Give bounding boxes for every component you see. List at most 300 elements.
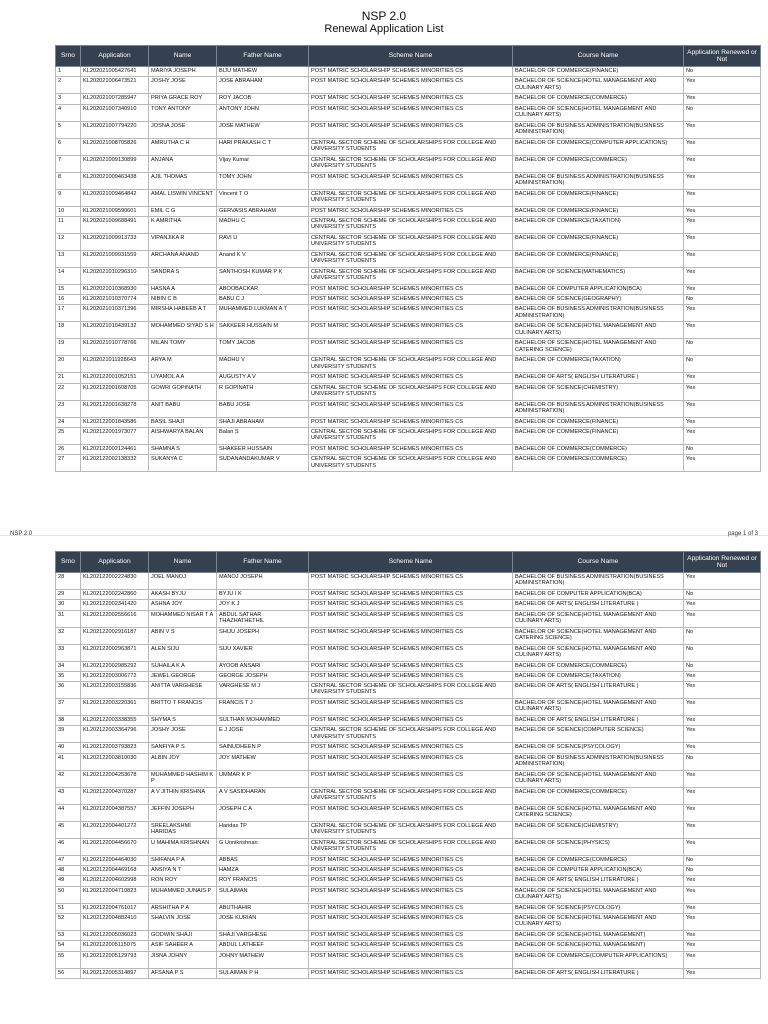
cell-scheme-name: POST MATRIC SCHOLARSHIP SCHEMES MINORITIES CS bbox=[309, 627, 513, 644]
cell-name: ANIT BABU bbox=[149, 400, 217, 417]
table-row bbox=[56, 804, 761, 821]
table-row bbox=[56, 866, 761, 876]
cell-course-name: BACHELOR OF BUSINESS ADMINISTRATION(BUSINESS ADMINISTRATION) bbox=[513, 753, 684, 770]
table-row bbox=[56, 600, 761, 610]
cell-father-name: VARGHESE M J bbox=[217, 682, 309, 699]
cell-srno: 19 bbox=[56, 339, 81, 356]
cell-scheme-name: CENTRAL SECTOR SCHEME OF SCHOLARSHIPS FOR COLLEGE AND UNIVERSITY STUDENTS bbox=[309, 383, 513, 400]
cell-scheme-name: POST MATRIC SCHOLARSHIP SCHEMES MINORITIES CS bbox=[309, 968, 513, 978]
cell-name: K AMRITHA bbox=[149, 216, 217, 233]
cell-scheme-name: CENTRAL SECTOR SCHEME OF SCHOLARSHIPS FOR COLLEGE AND UNIVERSITY STUDENTS bbox=[309, 682, 513, 699]
cell-scheme-name: POST MATRIC SCHOLARSHIP SCHEMES MINORITIES CS bbox=[309, 903, 513, 913]
cell-renewed-status: No bbox=[684, 644, 761, 661]
cell-scheme-name: CENTRAL SECTOR SCHEME OF SCHOLARSHIPS FOR COLLEGE AND UNIVERSITY STUDENTS bbox=[309, 787, 513, 804]
cell-application: KL202122003364796 bbox=[81, 726, 149, 743]
cell-father-name: BYJU I K bbox=[217, 590, 309, 600]
cell-scheme-name: POST MATRIC SCHOLARSHIP SCHEMES MINORITIES CS bbox=[309, 866, 513, 876]
cell-course-name: BACHELOR OF COMMERCE(COMMERCE) bbox=[513, 445, 684, 455]
cell-srno: 6 bbox=[56, 138, 81, 155]
table-row bbox=[56, 671, 761, 681]
cell-name: SREELAKSHMI HARIDAS bbox=[149, 821, 217, 838]
cell-name: ASHNA JOY bbox=[149, 600, 217, 610]
cell-srno: 27 bbox=[56, 455, 81, 472]
cell-father-name: BIJU MATHEW bbox=[217, 67, 309, 77]
table-header-row bbox=[56, 552, 761, 573]
table-row bbox=[56, 930, 761, 940]
cell-application: KL202021009590601 bbox=[81, 206, 149, 216]
cell-application: KL202122002124461 bbox=[81, 445, 149, 455]
column-header-name: Name bbox=[149, 552, 217, 573]
table-row bbox=[56, 77, 761, 94]
cell-srno: 13 bbox=[56, 250, 81, 267]
cell-father-name: ABBAS bbox=[217, 855, 309, 865]
cell-renewed-status: Yes bbox=[684, 600, 761, 610]
document-title: NSP 2.0 bbox=[361, 9, 407, 23]
cell-srno: 11 bbox=[56, 216, 81, 233]
cell-father-name: MADHU C bbox=[217, 216, 309, 233]
document-page-2 bbox=[0, 546, 768, 1024]
cell-srno: 43 bbox=[56, 787, 81, 804]
table-row bbox=[56, 610, 761, 627]
cell-course-name: BACHELOR OF SCIENCE(HOTEL MANAGEMENT AND CULINARY ARTS) bbox=[513, 699, 684, 716]
cell-course-name: BACHELOR OF SCIENCE(HOTEL MANAGEMENT AND CULINARY ARTS) bbox=[513, 644, 684, 661]
table-row bbox=[56, 743, 761, 753]
cell-course-name: BACHELOR OF SCIENCE(MATHEMATICS) bbox=[513, 267, 684, 284]
cell-course-name: BACHELOR OF COMPUTER APPLICATION(BCA) bbox=[513, 284, 684, 294]
table-row bbox=[56, 941, 761, 951]
cell-renewed-status: Yes bbox=[684, 951, 761, 968]
cell-course-name: BACHELOR OF COMPUTER APPLICATION(BCA) bbox=[513, 590, 684, 600]
cell-scheme-name: POST MATRIC SCHOLARSHIP SCHEMES MINORITIES CS bbox=[309, 644, 513, 661]
cell-renewed-status: Yes bbox=[684, 726, 761, 743]
cell-father-name: GEORGE JOSEPH bbox=[217, 671, 309, 681]
cell-name: ALBIN JOY bbox=[149, 753, 217, 770]
cell-application: KL202122001638278 bbox=[81, 400, 149, 417]
cell-application: KL202122001843586 bbox=[81, 417, 149, 427]
cell-course-name: BACHELOR OF COMMERCE(COMMERCE) bbox=[513, 787, 684, 804]
cell-father-name: SULAIMAN P H bbox=[217, 968, 309, 978]
cell-renewed-status: Yes bbox=[684, 383, 761, 400]
cell-renewed-status: Yes bbox=[684, 787, 761, 804]
cell-application: KL202021010778766 bbox=[81, 339, 149, 356]
cell-scheme-name: POST MATRIC SCHOLARSHIP SCHEMES MINORITIES CS bbox=[309, 590, 513, 600]
table-row bbox=[56, 699, 761, 716]
cell-srno: 12 bbox=[56, 233, 81, 250]
cell-scheme-name: POST MATRIC SCHOLARSHIP SCHEMES MINORITIES CS bbox=[309, 339, 513, 356]
cell-course-name: BACHELOR OF COMMERCE(TAXATION) bbox=[513, 356, 684, 373]
cell-course-name: BACHELOR OF BUSINESS ADMINISTRATION(BUSINESS ADMINISTRATION) bbox=[513, 573, 684, 590]
cell-srno: 17 bbox=[56, 305, 81, 322]
table-row bbox=[56, 356, 761, 373]
cell-father-name: ABDUL LATHEEF bbox=[217, 941, 309, 951]
cell-course-name: BACHELOR OF SCIENCE(PSYCOLOGY) bbox=[513, 743, 684, 753]
cell-course-name: BACHELOR OF SCIENCE(HOTEL MANAGEMENT) bbox=[513, 941, 684, 951]
table-row bbox=[56, 295, 761, 305]
table-row bbox=[56, 138, 761, 155]
cell-srno: 24 bbox=[56, 417, 81, 427]
cell-name: BRITTO T FRANCIS bbox=[149, 699, 217, 716]
cell-scheme-name: POST MATRIC SCHOLARSHIP SCHEMES MINORITIES CS bbox=[309, 913, 513, 930]
cell-application: KL202122001973077 bbox=[81, 428, 149, 445]
column-header-application: Application bbox=[81, 552, 149, 573]
cell-srno: 33 bbox=[56, 644, 81, 661]
cell-scheme-name: POST MATRIC SCHOLARSHIP SCHEMES MINORITIES CS bbox=[309, 322, 513, 339]
cell-course-name: BACHELOR OF COMMERCE(FINANCE) bbox=[513, 189, 684, 206]
table-row bbox=[56, 627, 761, 644]
cell-scheme-name: POST MATRIC SCHOLARSHIP SCHEMES MINORITIES CS bbox=[309, 886, 513, 903]
cell-name: NIBIN C B bbox=[149, 295, 217, 305]
cell-srno: 54 bbox=[56, 941, 81, 951]
table-row bbox=[56, 339, 761, 356]
cell-srno: 51 bbox=[56, 903, 81, 913]
cell-renewed-status: Yes bbox=[684, 267, 761, 284]
cell-application: KL202021009463438 bbox=[81, 172, 149, 189]
cell-name: MOHAMMED SIYAD S H bbox=[149, 322, 217, 339]
table-row bbox=[56, 661, 761, 671]
cell-father-name: SHIJU JOSEPH bbox=[217, 627, 309, 644]
cell-srno: 1 bbox=[56, 67, 81, 77]
cell-renewed-status: Yes bbox=[684, 821, 761, 838]
cell-name: ANSIYA N T bbox=[149, 866, 217, 876]
table-row bbox=[56, 383, 761, 400]
cell-application: KL202021007285947 bbox=[81, 94, 149, 104]
cell-name: VIPANJIKA R bbox=[149, 233, 217, 250]
cell-name: MUHAMMED HASHIM K P bbox=[149, 770, 217, 787]
cell-application: KL202122002556616 bbox=[81, 610, 149, 627]
cell-application: KL202122004456670 bbox=[81, 838, 149, 855]
table-row bbox=[56, 445, 761, 455]
cell-application: KL202021007794220 bbox=[81, 121, 149, 138]
cell-name: SUKANYA C bbox=[149, 455, 217, 472]
cell-application: KL202021009688491 bbox=[81, 216, 149, 233]
cell-application: KL202122004761017 bbox=[81, 903, 149, 913]
cell-renewed-status: Yes bbox=[684, 743, 761, 753]
cell-father-name: AYOOB ANSARI bbox=[217, 661, 309, 671]
renewal-table-page-1 bbox=[55, 45, 761, 472]
cell-father-name: TOMY JACOB bbox=[217, 339, 309, 356]
cell-application: KL202021010370774 bbox=[81, 295, 149, 305]
cell-renewed-status: Yes bbox=[684, 876, 761, 886]
cell-father-name: JOSEPH C A bbox=[217, 804, 309, 821]
cell-application: KL202122004253678 bbox=[81, 770, 149, 787]
cell-renewed-status: Yes bbox=[684, 804, 761, 821]
cell-scheme-name: POST MATRIC SCHOLARSHIP SCHEMES MINORITIES CS bbox=[309, 600, 513, 610]
cell-course-name: BACHELOR OF COMMERCE(FINANCE) bbox=[513, 206, 684, 216]
cell-scheme-name: CENTRAL SECTOR SCHEME OF SCHOLARSHIPS FOR COLLEGE AND UNIVERSITY STUDENTS bbox=[309, 726, 513, 743]
column-header-father-name: Father Name bbox=[217, 46, 309, 67]
cell-renewed-status: Yes bbox=[684, 233, 761, 250]
cell-application: KL202021010296310 bbox=[81, 267, 149, 284]
cell-srno: 40 bbox=[56, 743, 81, 753]
cell-father-name: ABDUL SATHAR THAZHATHETHIL bbox=[217, 610, 309, 627]
cell-name: AFSANA P S bbox=[149, 968, 217, 978]
cell-application: KL202122004464030 bbox=[81, 855, 149, 865]
cell-application: KL202021009464842 bbox=[81, 189, 149, 206]
cell-name: ABIN V S bbox=[149, 627, 217, 644]
table-row bbox=[56, 104, 761, 121]
cell-renewed-status: Yes bbox=[684, 610, 761, 627]
cell-scheme-name: POST MATRIC SCHOLARSHIP SCHEMES MINORITIES CS bbox=[309, 671, 513, 681]
cell-renewed-status: Yes bbox=[684, 189, 761, 206]
cell-course-name: BACHELOR OF COMMERCE(COMPUTER APPLICATIONS) bbox=[513, 138, 684, 155]
cell-application: KL202122004710823 bbox=[81, 886, 149, 903]
table-row bbox=[56, 903, 761, 913]
cell-srno: 2 bbox=[56, 77, 81, 94]
table-row bbox=[56, 67, 761, 77]
cell-scheme-name: POST MATRIC SCHOLARSHIP SCHEMES MINORITIES CS bbox=[309, 573, 513, 590]
cell-application: KL202122003155836 bbox=[81, 682, 149, 699]
cell-renewed-status: Yes bbox=[684, 77, 761, 94]
cell-name: ANJANA bbox=[149, 155, 217, 172]
cell-srno: 31 bbox=[56, 610, 81, 627]
cell-srno: 42 bbox=[56, 770, 81, 787]
cell-name: AMAL LISWIN VINCENT bbox=[149, 189, 217, 206]
cell-renewed-status: Yes bbox=[684, 94, 761, 104]
cell-name: ARYA M bbox=[149, 356, 217, 373]
cell-renewed-status: Yes bbox=[684, 770, 761, 787]
cell-renewed-status: Yes bbox=[684, 838, 761, 855]
cell-father-name: Balan S bbox=[217, 428, 309, 445]
cell-father-name: BABU C J bbox=[217, 295, 309, 305]
table-header-row bbox=[56, 46, 761, 67]
cell-father-name: ROY JACOB bbox=[217, 94, 309, 104]
cell-father-name: BABU JOSE bbox=[217, 400, 309, 417]
column-header-scheme-name: Scheme Name bbox=[309, 552, 513, 573]
cell-renewed-status: No bbox=[684, 866, 761, 876]
cell-father-name: SHAKEER HUSSAIN bbox=[217, 445, 309, 455]
cell-renewed-status: Yes bbox=[684, 417, 761, 427]
document-header bbox=[0, 0, 768, 46]
cell-application: KL202021007340910 bbox=[81, 104, 149, 121]
cell-scheme-name: POST MATRIC SCHOLARSHIP SCHEMES MINORITIES CS bbox=[309, 610, 513, 627]
cell-father-name: SUDANANDAKUMAR V bbox=[217, 455, 309, 472]
cell-renewed-status: Yes bbox=[684, 941, 761, 951]
cell-course-name: BACHELOR OF SCIENCE(HOTEL MANAGEMENT AND CATERING SCIENCE) bbox=[513, 804, 684, 821]
cell-srno: 35 bbox=[56, 671, 81, 681]
cell-srno: 52 bbox=[56, 913, 81, 930]
cell-renewed-status: No bbox=[684, 855, 761, 865]
cell-srno: 18 bbox=[56, 322, 81, 339]
table-row bbox=[56, 886, 761, 903]
cell-srno: 20 bbox=[56, 356, 81, 373]
table-row bbox=[56, 250, 761, 267]
cell-course-name: BACHELOR OF BUSINESS ADMINISTRATION(BUSINESS ADMINISTRATION) bbox=[513, 305, 684, 322]
cell-renewed-status: No bbox=[684, 627, 761, 644]
cell-father-name: GERVASIS ABRAHAM bbox=[217, 206, 309, 216]
cell-course-name: BACHELOR OF BUSINESS ADMINISTRATION(BUSINESS ADMINISTRATION) bbox=[513, 172, 684, 189]
cell-name: SHYMA S bbox=[149, 716, 217, 726]
cell-application: KL202122004387557 bbox=[81, 804, 149, 821]
cell-course-name: BACHELOR OF COMMERCE(FINANCE) bbox=[513, 250, 684, 267]
cell-name: SANFIYA P S bbox=[149, 743, 217, 753]
cell-name: AKASH BYJU bbox=[149, 590, 217, 600]
cell-scheme-name: POST MATRIC SCHOLARSHIP SCHEMES MINORITIES CS bbox=[309, 206, 513, 216]
cell-father-name: ABOOBACKAR bbox=[217, 284, 309, 294]
cell-course-name: BACHELOR OF COMMERCE(TAXATION) bbox=[513, 671, 684, 681]
cell-srno: 14 bbox=[56, 267, 81, 284]
table-row bbox=[56, 876, 761, 886]
table-row bbox=[56, 455, 761, 472]
table-row bbox=[56, 838, 761, 855]
cell-course-name: BACHELOR OF COMMERCE(FINANCE) bbox=[513, 67, 684, 77]
cell-srno: 34 bbox=[56, 661, 81, 671]
column-header-renewed-status: Application Renewed or Not bbox=[684, 46, 761, 67]
cell-name: LIYAMOL A A bbox=[149, 373, 217, 383]
cell-renewed-status: Yes bbox=[684, 913, 761, 930]
footer-left-text: NSP 2.0 bbox=[10, 531, 33, 537]
cell-application: KL202122002916187 bbox=[81, 627, 149, 644]
cell-renewed-status: Yes bbox=[684, 155, 761, 172]
table-row bbox=[56, 590, 761, 600]
cell-name: MARIYA JOSEPH bbox=[149, 67, 217, 77]
cell-renewed-status: Yes bbox=[684, 373, 761, 383]
cell-renewed-status: Yes bbox=[684, 455, 761, 472]
cell-application: KL202122004469168 bbox=[81, 866, 149, 876]
cell-name: PRIYA GRACE ROY bbox=[149, 94, 217, 104]
cell-name: SANDRA S bbox=[149, 267, 217, 284]
cell-course-name: BACHELOR OF ARTS( ENGLISH LITERATURE ) bbox=[513, 876, 684, 886]
cell-father-name: JOHNY MATHEW bbox=[217, 951, 309, 968]
cell-father-name: Anand K V bbox=[217, 250, 309, 267]
column-header-application: Application bbox=[81, 46, 149, 67]
cell-scheme-name: POST MATRIC SCHOLARSHIP SCHEMES MINORITIES CS bbox=[309, 743, 513, 753]
cell-name: AJIL THOMAS bbox=[149, 172, 217, 189]
cell-name: TONY ANTONY bbox=[149, 104, 217, 121]
cell-name: ALEN SIJU bbox=[149, 644, 217, 661]
table-row bbox=[56, 155, 761, 172]
cell-application: KL202122002138332 bbox=[81, 455, 149, 472]
cell-srno: 23 bbox=[56, 400, 81, 417]
cell-name: RON ROY bbox=[149, 876, 217, 886]
cell-scheme-name: POST MATRIC SCHOLARSHIP SCHEMES MINORITIES CS bbox=[309, 77, 513, 94]
cell-father-name: Haridas TP bbox=[217, 821, 309, 838]
table-row bbox=[56, 753, 761, 770]
cell-application: KL202122005036023 bbox=[81, 930, 149, 940]
cell-srno: 55 bbox=[56, 951, 81, 968]
table-row bbox=[56, 94, 761, 104]
cell-name: GODWIN SHAJI bbox=[149, 930, 217, 940]
cell-course-name: BACHELOR OF ARTS( ENGLISH LITERATURE ) bbox=[513, 682, 684, 699]
cell-course-name: BACHELOR OF ARTS( ENGLISH LITERATURE ) bbox=[513, 716, 684, 726]
cell-course-name: BACHELOR OF COMMERCE(COMPUTER APPLICATIONS) bbox=[513, 951, 684, 968]
cell-scheme-name: POST MATRIC SCHOLARSHIP SCHEMES MINORITIES CS bbox=[309, 770, 513, 787]
cell-course-name: BACHELOR OF COMMERCE(COMMERCE) bbox=[513, 855, 684, 865]
cell-application: KL202021005427641 bbox=[81, 67, 149, 77]
cell-srno: 41 bbox=[56, 753, 81, 770]
cell-name: GOWRI GOPINATH bbox=[149, 383, 217, 400]
table-row bbox=[56, 206, 761, 216]
cell-scheme-name: CENTRAL SECTOR SCHEME OF SCHOLARSHIPS FOR COLLEGE AND UNIVERSITY STUDENTS bbox=[309, 428, 513, 445]
cell-srno: 9 bbox=[56, 189, 81, 206]
cell-father-name: ABUTHAHIR bbox=[217, 903, 309, 913]
cell-name: MILAN TOMY bbox=[149, 339, 217, 356]
table-row bbox=[56, 821, 761, 838]
cell-father-name: SANTHOSH KUMAR P K bbox=[217, 267, 309, 284]
table-row bbox=[56, 233, 761, 250]
cell-renewed-status: Yes bbox=[684, 172, 761, 189]
cell-course-name: BACHELOR OF COMMERCE(COMMERCE) bbox=[513, 94, 684, 104]
cell-father-name: HARI PRAKASH C T bbox=[217, 138, 309, 155]
cell-application: KL202122003793823 bbox=[81, 743, 149, 753]
renewal-table-page-2 bbox=[55, 551, 761, 979]
cell-application: KL202122005314897 bbox=[81, 968, 149, 978]
cell-renewed-status: No bbox=[684, 753, 761, 770]
cell-course-name: BACHELOR OF COMMERCE(FINANCE) bbox=[513, 233, 684, 250]
cell-srno: 44 bbox=[56, 804, 81, 821]
column-header-scheme-name: Scheme Name bbox=[309, 46, 513, 67]
cell-father-name: SAINUDHEEN P bbox=[217, 743, 309, 753]
cell-application: KL202122002341420 bbox=[81, 600, 149, 610]
table-row bbox=[56, 216, 761, 233]
cell-application: KL202122001052151 bbox=[81, 373, 149, 383]
cell-renewed-status: No bbox=[684, 590, 761, 600]
cell-father-name: ANTONY JOHN bbox=[217, 104, 309, 121]
cell-srno: 10 bbox=[56, 206, 81, 216]
cell-name: JOSHY JOSE bbox=[149, 77, 217, 94]
cell-course-name: BACHELOR OF SCIENCE(HOTEL MANAGEMENT AND CATERING SCIENCE) bbox=[513, 339, 684, 356]
cell-father-name: R GOPINATH bbox=[217, 383, 309, 400]
cell-srno: 8 bbox=[56, 172, 81, 189]
cell-srno: 5 bbox=[56, 121, 81, 138]
cell-scheme-name: CENTRAL SECTOR SCHEME OF SCHOLARSHIPS FOR COLLEGE AND UNIVERSITY STUDENTS bbox=[309, 138, 513, 155]
cell-course-name: BACHELOR OF ARTS( ENGLISH LITERATURE ) bbox=[513, 600, 684, 610]
cell-srno: 16 bbox=[56, 295, 81, 305]
cell-srno: 22 bbox=[56, 383, 81, 400]
cell-scheme-name: CENTRAL SECTOR SCHEME OF SCHOLARSHIPS FOR COLLEGE AND UNIVERSITY STUDENTS bbox=[309, 155, 513, 172]
cell-srno: 36 bbox=[56, 682, 81, 699]
cell-scheme-name: CENTRAL SECTOR SCHEME OF SCHOLARSHIPS FOR COLLEGE AND UNIVERSITY STUDENTS bbox=[309, 356, 513, 373]
cell-course-name: BACHELOR OF SCIENCE(HOTEL MANAGEMENT AND CULINARY ARTS) bbox=[513, 770, 684, 787]
cell-scheme-name: POST MATRIC SCHOLARSHIP SCHEMES MINORITIES CS bbox=[309, 951, 513, 968]
cell-name: ANITTA VARGHESE bbox=[149, 682, 217, 699]
cell-scheme-name: POST MATRIC SCHOLARSHIP SCHEMES MINORITIES CS bbox=[309, 104, 513, 121]
cell-srno: 29 bbox=[56, 590, 81, 600]
cell-father-name: TOMY JOHN bbox=[217, 172, 309, 189]
cell-scheme-name: POST MATRIC SCHOLARSHIP SCHEMES MINORITIES CS bbox=[309, 930, 513, 940]
cell-course-name: BACHELOR OF SCIENCE(HOTEL MANAGEMENT AND CATERING SCIENCE) bbox=[513, 627, 684, 644]
cell-scheme-name: POST MATRIC SCHOLARSHIP SCHEMES MINORITIES CS bbox=[309, 753, 513, 770]
cell-application: KL202122004370287 bbox=[81, 787, 149, 804]
cell-father-name: JOSE ABRAHAM bbox=[217, 77, 309, 94]
cell-course-name: BACHELOR OF SCIENCE(HOTEL MANAGEMENT) bbox=[513, 930, 684, 940]
cell-father-name: JOSE KURIAN bbox=[217, 913, 309, 930]
cell-application: KL202122002224830 bbox=[81, 573, 149, 590]
cell-father-name: AUGUSTY A V bbox=[217, 373, 309, 383]
cell-father-name: SHAJI VARGHESE bbox=[217, 930, 309, 940]
cell-scheme-name: POST MATRIC SCHOLARSHIP SCHEMES MINORITIES CS bbox=[309, 855, 513, 865]
cell-renewed-status: Yes bbox=[684, 206, 761, 216]
cell-course-name: BACHELOR OF SCIENCE(HOTEL MANAGEMENT AND CULINARY ARTS) bbox=[513, 322, 684, 339]
cell-renewed-status: No bbox=[684, 339, 761, 356]
cell-scheme-name: POST MATRIC SCHOLARSHIP SCHEMES MINORITIES CS bbox=[309, 417, 513, 427]
table-row bbox=[56, 968, 761, 978]
cell-scheme-name: CENTRAL SECTOR SCHEME OF SCHOLARSHIPS FOR COLLEGE AND UNIVERSITY STUDENTS bbox=[309, 250, 513, 267]
cell-application: KL202122005115075 bbox=[81, 941, 149, 951]
cell-application: KL202122002963871 bbox=[81, 644, 149, 661]
cell-course-name: BACHELOR OF ARTS( ENGLISH LITERATURE ) bbox=[513, 968, 684, 978]
cell-srno: 7 bbox=[56, 155, 81, 172]
cell-application: KL202122003810030 bbox=[81, 753, 149, 770]
cell-scheme-name: POST MATRIC SCHOLARSHIP SCHEMES MINORITIES CS bbox=[309, 284, 513, 294]
table-row bbox=[56, 726, 761, 743]
cell-scheme-name: CENTRAL SECTOR SCHEME OF SCHOLARSHIPS FOR COLLEGE AND UNIVERSITY STUDENTS bbox=[309, 838, 513, 855]
cell-scheme-name: POST MATRIC SCHOLARSHIP SCHEMES MINORITIES CS bbox=[309, 941, 513, 951]
cell-srno: 48 bbox=[56, 866, 81, 876]
cell-scheme-name: POST MATRIC SCHOLARSHIP SCHEMES MINORITIES CS bbox=[309, 295, 513, 305]
table-row bbox=[56, 913, 761, 930]
table-row bbox=[56, 373, 761, 383]
cell-course-name: BACHELOR OF SCIENCE(COMPUTER SCIENCE) bbox=[513, 726, 684, 743]
